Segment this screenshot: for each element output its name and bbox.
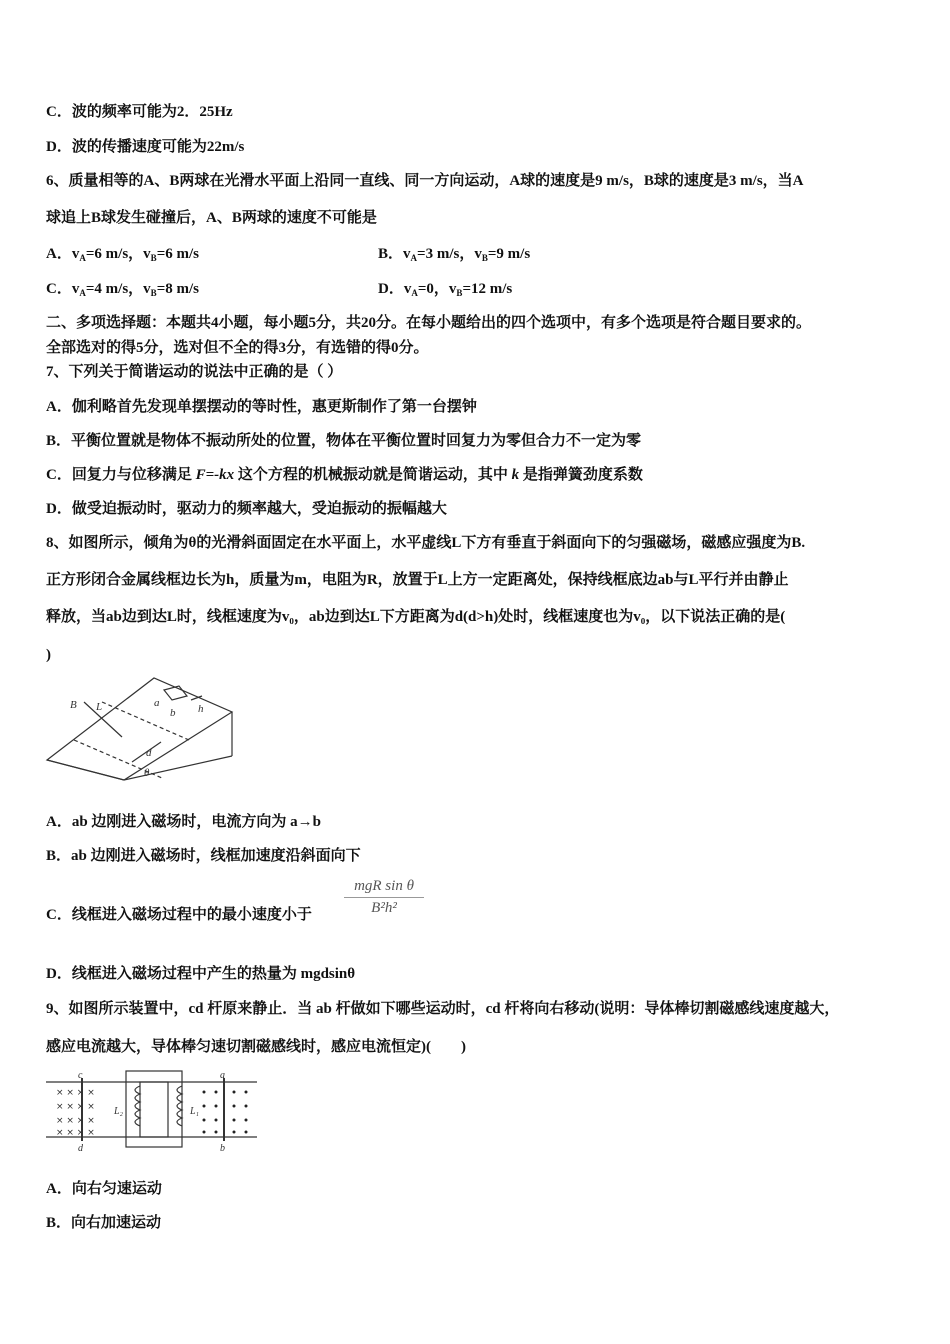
q7-option-b: B．平衡位置就是物体不振动所处的位置，物体在平衡位置时回复力为零但合力不一定为零 bbox=[46, 433, 642, 449]
section2-instructions-line1: 二、多项选择题：本题共4小题，每小题5分，共20分。在每小题给出的四个选项中，有多个选项是符合题目要求的。 bbox=[46, 315, 812, 331]
svg-text:b: b bbox=[170, 707, 176, 719]
svg-text:c: c bbox=[78, 1070, 83, 1081]
svg-text:× × × ×: × × × × bbox=[56, 1088, 95, 1098]
q5-option-d: D．波的传播速度可能为22m/s bbox=[46, 139, 245, 155]
q5-option-c: C．波的频率可能为2．25Hz bbox=[46, 104, 233, 120]
q7-stem: 7、下列关于简谐运动的说法中正确的是（ ） bbox=[46, 364, 343, 380]
q8-stem-line4: ) bbox=[46, 647, 51, 663]
svg-text:h: h bbox=[198, 703, 204, 715]
svg-text:L: L bbox=[96, 701, 103, 713]
q9-option-a: A．向右匀速运动 bbox=[46, 1181, 162, 1197]
q8-option-c: C．线框进入磁场过程中的最小速度小于 bbox=[46, 907, 312, 923]
q7-option-c: C．回复力与位移满足 F=-kx 这个方程的机械振动就是简谐运动，其中 k 是指弹簧劲度系数 bbox=[46, 467, 643, 483]
svg-text:a: a bbox=[154, 697, 160, 709]
q6-option-a: A．$v_A=6$ m/s，$v_B=6$ m/s bbox=[46, 246, 199, 263]
svg-text:L₂: L₂ bbox=[114, 1106, 124, 1117]
q9-stem-line1: 9、如图所示装置中，cd 杆原来静止．当 ab 杆做如下哪些运动时，cd 杆将向右移动(说明：导体棒切割磁感线速度越大， bbox=[46, 1001, 840, 1017]
q6-option-b: B．$v_A=3$ m/s，$v_B=9$ m/s bbox=[378, 246, 531, 263]
q8-stem-line3: 释放，当ab边到达L时，线框速度为v₀，ab边到达L下方距离为d(d>h)处时，线框速度也为v₀，以下说法正确的是( bbox=[46, 609, 786, 625]
q7-option-a: A．伽利略首先发现单摆摆动的等时性，惠更斯制作了第一台摆钟 bbox=[46, 399, 477, 415]
q8-option-c-fraction: mgR sin θ B²h² bbox=[344, 878, 424, 917]
q9-stem-line2: 感应电流越大，导体棒匀速切割磁感线时，感应电流恒定)( ) bbox=[46, 1039, 466, 1055]
svg-text:d: d bbox=[78, 1143, 83, 1153]
q7-option-d: D．做受迫振动时，驱动力的频率越大，受迫振动的振幅越大 bbox=[46, 501, 447, 517]
q6-option-d: D．$v_A=0$，$v_B=12$ m/s bbox=[378, 281, 513, 298]
q8-option-a: A．ab 边刚进入磁场时，电流方向为 a→b bbox=[46, 814, 322, 830]
inclined-plane-diagram bbox=[44, 672, 244, 787]
svg-text:d: d bbox=[146, 747, 152, 759]
svg-text:× × × ×: × × × × bbox=[56, 1116, 95, 1126]
svg-text:b: b bbox=[220, 1143, 225, 1153]
svg-text:× × × ×: × × × × bbox=[56, 1128, 95, 1138]
q8-option-b: B．ab 边刚进入磁场时，线框加速度沿斜面向下 bbox=[46, 848, 361, 864]
q8-stem-line2: 正方形闭合金属线框边长为h，质量为m，电阻为R，放置于L上方一定距离处，保持线框底边ab与L平行并由静止 bbox=[46, 572, 789, 588]
section2-instructions-line2: 全部选对的得5分，选对但不全的得3分，有选错的得0分。 bbox=[46, 340, 429, 356]
q6-option-c: C．$v_A=4$ m/s，$v_B=8$ m/s bbox=[46, 281, 199, 298]
svg-text:a: a bbox=[220, 1070, 225, 1081]
svg-text:θ: θ bbox=[144, 767, 150, 779]
q8-stem-line1: 8、如图所示，倾角为θ的光滑斜面固定在水平面上，水平虚线L下方有垂直于斜面向下的匀强磁场，磁感应强度为B. bbox=[46, 535, 806, 551]
q9-option-b: B．向右加速运动 bbox=[46, 1215, 162, 1231]
svg-text:L₁: L₁ bbox=[190, 1106, 200, 1117]
q8-option-d: D．线框进入磁场过程中产生的热量为 mgdsinθ bbox=[46, 966, 356, 982]
svg-text:B: B bbox=[70, 699, 77, 711]
q6-stem-line2: 球追上B球发生碰撞后，A、B两球的速度不可能是 bbox=[46, 210, 377, 226]
transformer-rails-diagram bbox=[44, 1068, 259, 1153]
svg-text:× × × ×: × × × × bbox=[56, 1102, 95, 1112]
q6-stem-line1: 6、质量相等的A、B两球在光滑水平面上沿同一直线、同一方向运动，A球的速度是9 m/s，B球的速度是3 m/s，当A bbox=[46, 173, 804, 189]
